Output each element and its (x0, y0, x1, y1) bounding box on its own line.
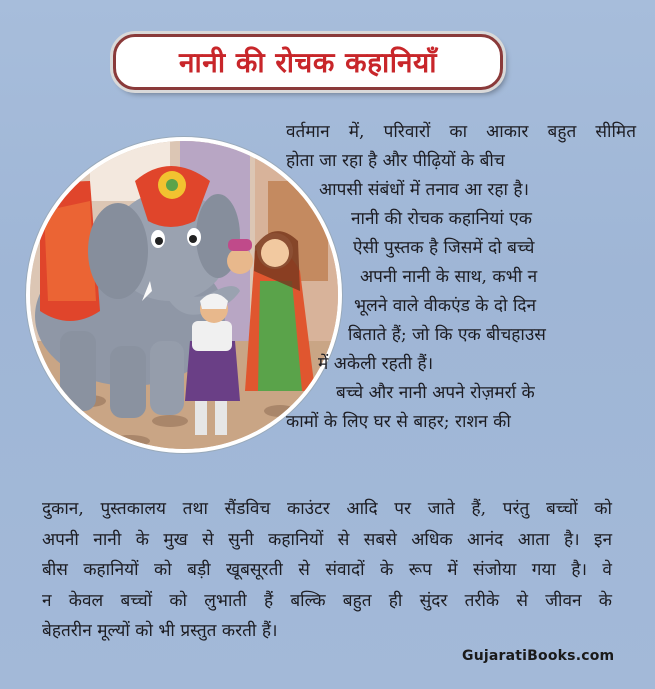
text-line: भूलने वाले वीकएंड के दो दिन (354, 296, 537, 316)
text-line: बच्चे और नानी अपने रोज़मर्रा के (336, 383, 535, 403)
text-line: आपसी संबंधों में तनाव आ रहा है। (319, 180, 530, 200)
text-line: नानी की रोचक कहानियां एक (351, 209, 532, 229)
text-line: बेहतरीन मूल्यों को भी प्रस्तुत करती हैं। (42, 621, 278, 641)
text-line: वर्तमान में, परिवारों का आकार बहुत सीमित (286, 122, 636, 142)
text-line: अपनी नानी के साथ, कभी न (360, 267, 538, 287)
text-line: बिताते हैं; जो कि एक बीचहाउस (348, 325, 546, 345)
text-line: होता जा रहा है और पीढ़ियों के बीच (286, 151, 505, 171)
text-line: ऐसी पुस्तक है जिसमें दो बच्चे (353, 238, 535, 258)
full-width-paragraph (42, 494, 612, 647)
text-line: कामों के लिए घर से बाहर; राशन की (286, 412, 511, 432)
text-line: न केवल बच्चों को लुभाती हैं बल्कि बहुत ही सुंदर तरीके से जीवन के (42, 590, 612, 611)
intro-paragraph (286, 118, 636, 437)
text-line: अपनी नानी के मुख से सुनी कहानियों से सबसे अधिक आनंद आता है। इन (42, 529, 612, 550)
title-banner (113, 34, 503, 90)
text-line: में अकेली रहती हैं। (318, 354, 434, 374)
text-line: बीस कहानियों को बड़ी खूबसूरती से संवादों के रूप में संजोया गया है। वे (42, 560, 612, 580)
watermark: GujaratiBooks.com (462, 648, 615, 664)
text-line: दुकान, पुस्तकालय तथा सैंडविच काउंटर आदि पर जाते हैं, परंतु बच्चों को (42, 499, 612, 519)
page-title: नानी की रोचक कहानियाँ (179, 46, 437, 79)
